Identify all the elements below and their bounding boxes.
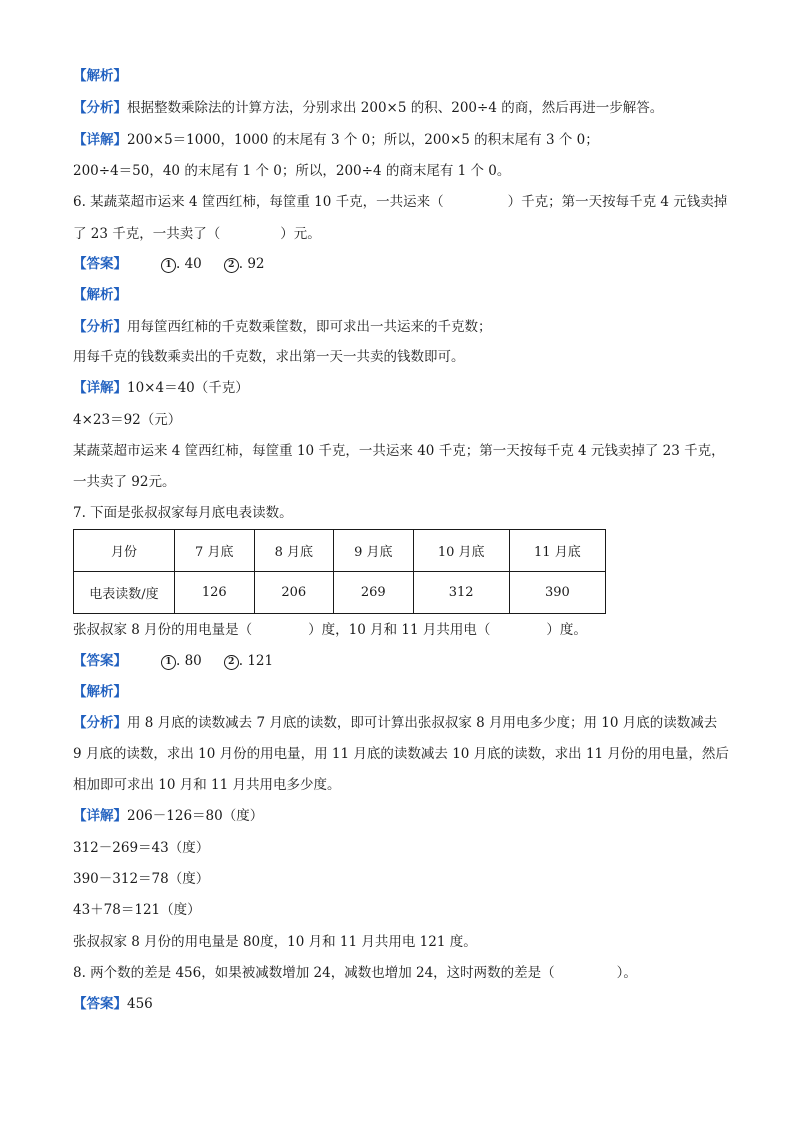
question-7-blank-line (73, 620, 587, 640)
analysis-heading (73, 66, 127, 86)
detail-line (73, 378, 249, 398)
analysis-line-2 (73, 744, 729, 764)
detail-line (73, 130, 599, 150)
summary-text: 某蔬菜超市运来 4 筐西红柿，每筐重 10 千克，一共运来 40 千克；第一天按每千克 4 元钱卖掉了 23 千克， (73, 443, 725, 459)
tag-daan: 【答案】 (73, 653, 127, 669)
tag-fenxi: 【分析】 (73, 715, 127, 731)
table-cell: 312 (413, 572, 509, 614)
table-cell: 269 (334, 572, 414, 614)
tag-xiangjie: 【详解】 (73, 808, 127, 824)
table-cell: 月份 (74, 530, 175, 572)
analysis-line (73, 98, 663, 118)
analysis-text: 用每千克的钱数乘卖出的千克数，求出第一天一共卖的钱数即可。 (73, 349, 465, 365)
circled-number: 1 (161, 655, 176, 670)
question-text: ）度。 (546, 622, 587, 638)
analysis-text: 9 月底的读数，求出 10 月份的用电量，用 11 月底的读数减去 10 月底的读数，求出 11 月份的用电量，然后 (73, 746, 729, 762)
detail-line (73, 806, 263, 826)
answer-value: 456 (127, 996, 153, 1012)
analysis-line-3 (73, 775, 341, 795)
circled-number: 2 (224, 655, 239, 670)
detail-text: 200×5＝1000，1000 的末尾有 3 个 0；所以，200×5 的积末尾有 3 个 0； (127, 132, 599, 148)
tag-daan: 【答案】 (73, 256, 127, 272)
analysis-heading (73, 285, 127, 305)
analysis-heading (73, 682, 127, 702)
answer-value: . 92 (238, 256, 265, 272)
table-cell: 7 月底 (175, 530, 255, 572)
answer-item (224, 254, 265, 274)
detail-line-2 (73, 410, 181, 430)
table-cell: 电表读数/度 (74, 572, 175, 614)
analysis-text: 用每筐西红柿的千克数乘筐数，即可求出一共运来的千克数； (127, 319, 492, 335)
detail-text: 10×4＝40（千克） (127, 380, 249, 396)
tag-jiexi: 【解析】 (73, 68, 127, 84)
question-8-line (73, 963, 637, 983)
question-7-line (73, 503, 293, 523)
detail-text: 4×23＝92（元） (73, 412, 182, 428)
question-text: 6. 某蔬菜超市运来 4 筐西红柿，每筐重 10 千克，一共运来（ (73, 194, 444, 210)
question-6-line-2 (73, 224, 321, 244)
summary-text: 张叔叔家 8 月份的用电量是 80度，10 月和 11 月共用电 121 度。 (73, 934, 477, 950)
question-text: 张叔叔家 8 月份的用电量是（ (73, 622, 253, 638)
answer-value: . 121 (238, 653, 274, 669)
analysis-text: 用 8 月底的读数减去 7 月底的读数，即可计算出张叔叔家 8 月用电多少度；用 10 月底的读数减去 (127, 715, 718, 731)
table-cell: 11 月底 (509, 530, 605, 572)
summary-line (73, 441, 725, 461)
detail-line-2 (73, 161, 510, 181)
tag-jiexi: 【解析】 (73, 684, 127, 700)
analysis-text: 相加即可求出 10 月和 11 月共用电多少度。 (73, 777, 341, 793)
circled-number: 1 (161, 258, 176, 273)
tag-fenxi: 【分析】 (73, 100, 127, 116)
answer-value: . 80 (176, 653, 202, 669)
detail-line-4 (73, 900, 201, 920)
table-cell: 8 月底 (254, 530, 334, 572)
detail-line-2 (73, 838, 209, 858)
tag-fenxi: 【分析】 (73, 319, 127, 335)
answer-item (161, 651, 202, 671)
detail-text: 206－126＝80（度） (127, 808, 264, 824)
table-cell: 390 (509, 572, 605, 614)
question-text: ）。 (616, 965, 637, 981)
question-text: 8. 两个数的差是 456，如果被减数增加 24，减数也增加 24，这时两数的差是（ (73, 965, 555, 981)
detail-text: 312－269＝43（度） (73, 840, 210, 856)
answer-item (224, 651, 273, 671)
question-text: 了 23 千克，一共卖了（ (73, 226, 221, 242)
analysis-text: 根据整数乘除法的计算方法，分别求出 200×5 的积、200÷4 的商，然后再进一步解答。 (127, 100, 664, 116)
table-cell: 10 月底 (413, 530, 509, 572)
summary-text: 一共卖了 92元。 (73, 474, 176, 490)
circled-number: 2 (224, 258, 239, 273)
question-text: ）千克；第一天按每千克 4 元钱卖掉 (507, 194, 728, 210)
answer-item (161, 254, 202, 274)
question-6-line-1 (73, 192, 727, 212)
detail-line-3 (73, 869, 209, 889)
detail-text: 390－312＝78（度） (73, 871, 210, 887)
analysis-line (73, 317, 492, 337)
tag-daan: 【答案】 (73, 996, 127, 1012)
question-text: ）元。 (280, 226, 321, 242)
answer-6 (73, 254, 265, 274)
meter-reading-table (73, 529, 606, 614)
answer-7 (73, 651, 273, 671)
tag-xiangjie: 【详解】 (73, 132, 127, 148)
table-cell: 9 月底 (334, 530, 414, 572)
analysis-line (73, 713, 717, 733)
analysis-line-2 (73, 347, 465, 367)
table-row (74, 572, 606, 614)
summary-line (73, 932, 477, 952)
answer-8 (73, 994, 153, 1014)
table-header-row (74, 530, 606, 572)
answer-value: . 40 (176, 256, 202, 272)
tag-jiexi: 【解析】 (73, 287, 127, 303)
detail-text: 43＋78＝121（度） (73, 902, 201, 918)
table-cell: 206 (254, 572, 334, 614)
detail-text: 200÷4＝50，40 的末尾有 1 个 0；所以，200÷4 的商末尾有 1 个 0。 (73, 163, 511, 179)
question-text: 7. 下面是张叔叔家每月底电表读数。 (73, 505, 293, 521)
table-cell: 126 (175, 572, 255, 614)
tag-xiangjie: 【详解】 (73, 380, 127, 396)
question-text: ）度，10 月和 11 月共用电（ (308, 622, 491, 638)
summary-line-2 (73, 472, 175, 492)
